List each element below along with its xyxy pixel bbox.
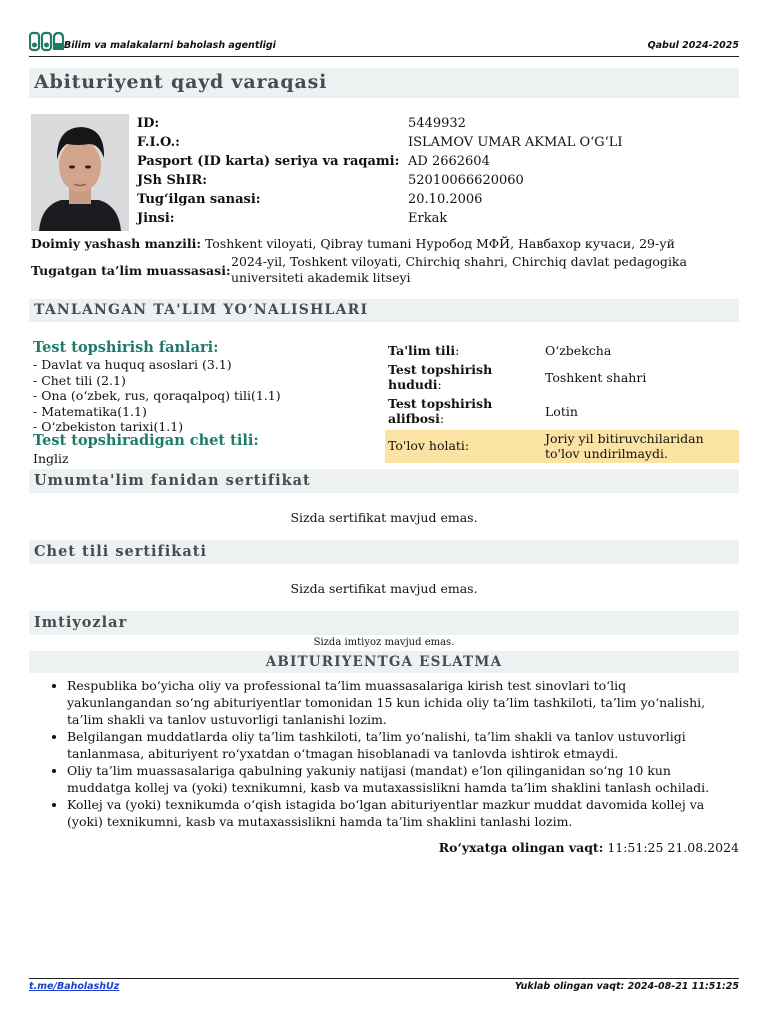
passport-label: Pasport (ID karta) seriya va raqami: [137,154,400,169]
address-value: Toshkent viloyati, Qibray tumani Нуробод МФЙ, Навбахор кучаси, 29-уй [204,236,675,251]
privileges-heading: Imtiyozlar [34,614,128,631]
id-value: 5449932 [408,116,466,131]
jshshir-value: 52010066620060 [408,173,524,188]
subject-item: - O‘zbekiston tarixi(1.1) [33,419,184,434]
gender-value: Erkak [408,211,448,226]
birth-date-value: 20.10.2006 [408,192,483,207]
subject-item: - Matematika(1.1) [33,403,147,419]
footer-divider [29,978,739,979]
notes-list-container [29,677,729,830]
fio-label: F.I.O.: [137,135,180,150]
general-cert-section-header [29,469,739,493]
school-label: Tugatgan ta’lim muassasasi: [31,263,231,278]
note-item: • Belgilangan muddatlarda oliy ta’lim tashkiloti, ta’lim yo‘nalishi, ta’lim shakli va tanlov ustuvorligi tanlanmasa, abituriyent ro‘yxatdan o‘tmagan hisoblanadi va tanlovda ishtirok etmaydi. [67,728,729,762]
fio-value: ISLAMOV UMAR AKMAL O‘G‘LI [408,135,623,150]
address-label: Doimiy yashash manzili: [31,236,201,251]
page-title-bar [29,68,739,98]
admission-year: Qabul 2024-2025 [647,40,739,51]
registration-time-label: Ro‘yxatga olingan vaqt: [438,840,604,855]
registration-time-value: 11:51:25 21.08.2024 [607,840,739,855]
general-cert-status: Sizda sertifikat mavjud emas. [290,510,478,525]
telegram-link[interactable]: t.me/BaholashUz [29,981,120,992]
foreign-language-heading: Test topshiradigan chet tili: [33,432,259,449]
test-alphabet-label: Test topshirish alifbosi: [388,396,493,426]
privileges-section-header [29,611,739,635]
school-value-line2: universiteti akademik litseyi [231,270,411,285]
gender-label: Jinsi: [137,211,175,226]
page-title: Abituriyent qayd varaqasi [34,71,328,93]
subjects-heading: Test topshirish fanlari: [33,339,219,356]
subject-item: - Davlat va huquq asoslari (3.1) [33,357,232,372]
notes-heading: ABITURIYENTGA ESLATMA [265,654,503,670]
subject-item: - Ona (o‘zbek, rus, qoraqalpoq) tili(1.1) [33,388,281,403]
passport-value: AD 2662604 [408,154,490,169]
payment-status-value: Joriy yil bitiruvchilaridan to'lov undirilmaydi. [545,431,704,461]
registration-time-row [439,840,739,855]
jshshir-label: JSh ShIR: [137,173,208,188]
note-item: • Kollej va (yoki) texnikumda o‘qish istagida bo‘lgan abituriyentlar mazkur muddat davomida kollej va (yoki) texnikumni, kasb va mutaxassislikni hamda ta’lim shaklini tanlashi lozim. [67,796,729,830]
directions-section-header [29,299,739,322]
address-row [31,236,675,251]
birth-date-label: Tug‘ilgan sanasi: [137,192,261,207]
foreign-cert-heading: Chet tili sertifikati [34,543,207,560]
school-value-line1: 2024-yil, Toshkent viloyati, Chirchiq shahri, Chirchiq davlat pedagogika [231,254,687,269]
test-region-value: Toshkent shahri [545,370,647,385]
test-alphabet-value: Lotin [545,404,578,419]
foreign-cert-section-header [29,540,739,564]
id-label: ID: [137,116,160,131]
foreign-cert-status: Sizda sertifikat mavjud emas. [290,581,478,596]
subjects-list [33,357,281,435]
notes-section-header [29,651,739,673]
agency-name: Bilim va malakalarni baholash agentligi [64,40,276,51]
study-language-label: Ta'lim tili: [388,343,460,358]
study-language-value: O‘zbekcha [545,343,612,358]
test-region-label: Test topshirish hududi: [388,362,493,392]
download-time: Yuklab olingan vaqt: 2024-08-21 11:51:25 [514,981,739,992]
notes-list [29,677,729,830]
page-header [29,31,739,57]
payment-status-label: To'lov holati: [388,438,470,453]
agency-logo [29,31,65,53]
note-item: • Respublika bo‘yicha oliy va professional ta’lim muassasalariga kirish test sinovlari to‘liq yakunlangandan so‘ng abituriyentlar tomonidan 15 kun ichida oliy ta’lim tashkiloti, ta’lim yo‘nalishi, ta’lim shakli va tanlov ustuvorligi tanlanishi lozim. [67,677,729,728]
note-item: • Oliy ta’lim muassasalariga qabulning yakuniy natijasi (mandat) e’lon qilinganidan so‘ng 10 kun muddatga kollej va (yoki) texnikumni, kasb va mutaxassislikni hamda ta’lim shaklini tanlash ochiladi. [67,762,729,796]
foreign-language-value: Ingliz [33,451,69,466]
subject-item: - Chet tili (2.1) [33,372,126,388]
directions-heading: TANLANGAN TA'LIM YO‘NALISHLARI [34,302,369,318]
privileges-status: Sizda imtiyoz mavjud emas. [313,637,455,648]
applicant-photo [31,114,129,231]
general-cert-heading: Umumta'lim fanidan sertifikat [34,472,311,489]
